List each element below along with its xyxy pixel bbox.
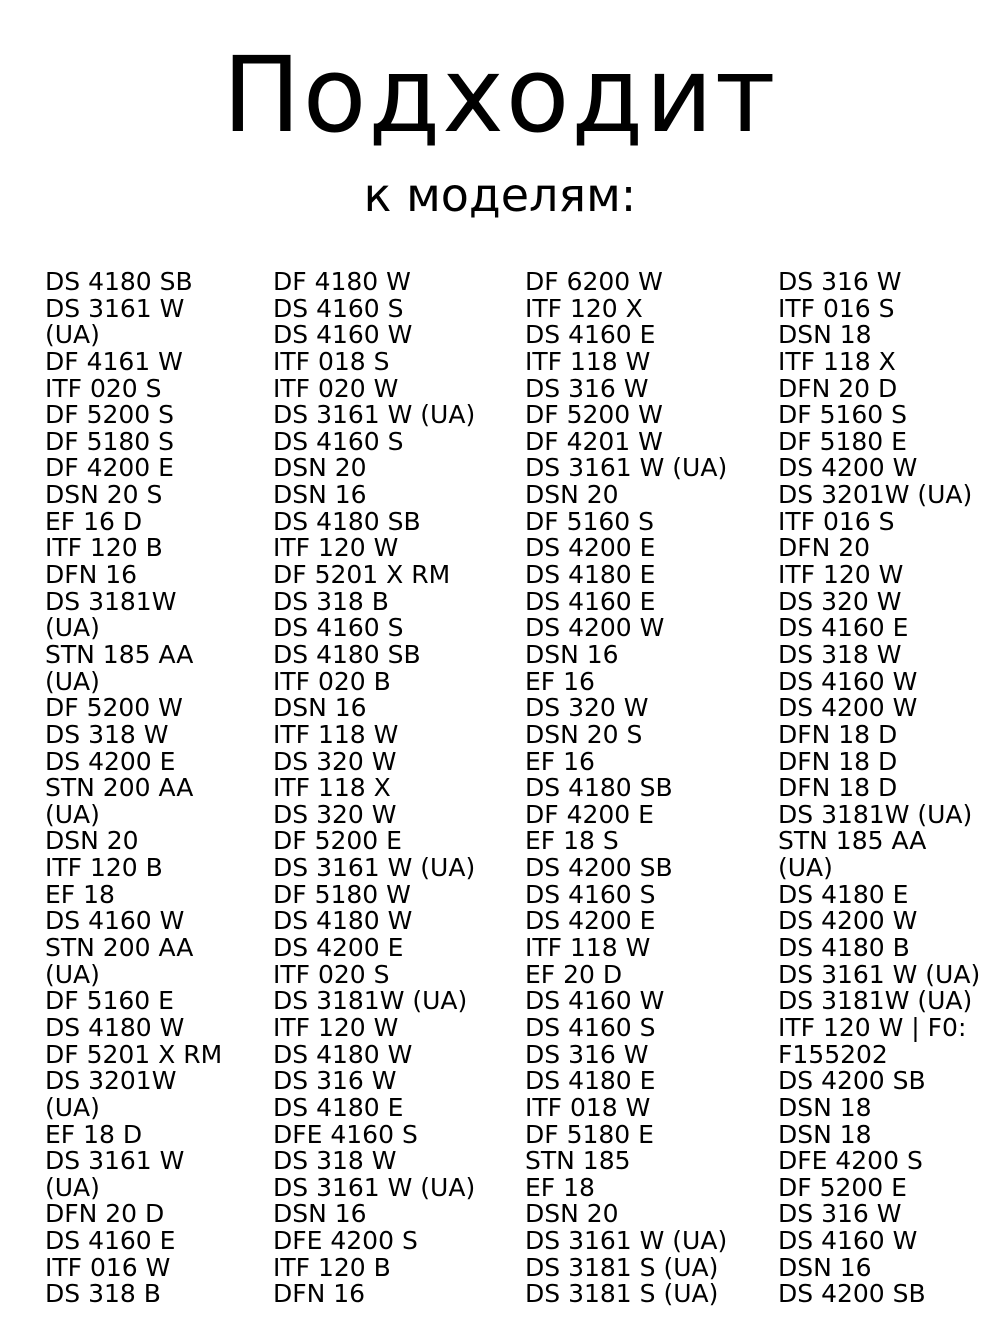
model-entry: DF 5160 S bbox=[778, 400, 908, 430]
model-entry: DS 320 W bbox=[525, 693, 649, 723]
model-entry: DFE 4200 S bbox=[778, 1146, 923, 1176]
model-entry: (UA) bbox=[45, 666, 100, 696]
model-entry: DS 4180 SB bbox=[273, 639, 421, 669]
model-entry: DS 316 W bbox=[273, 1066, 397, 1096]
model-entry: DSN 18 bbox=[778, 1119, 872, 1149]
model-entry: ITF 020 S bbox=[45, 373, 162, 403]
model-entry: DS 320 W bbox=[273, 746, 397, 776]
model-entry: DS 4160 E bbox=[778, 613, 909, 643]
model-entry: DS 3161 W bbox=[45, 293, 185, 323]
model-entry: (UA) bbox=[45, 959, 100, 989]
model-entry: DF 5200 S bbox=[45, 400, 175, 430]
model-entry: DFN 18 D bbox=[778, 746, 898, 776]
model-entry: ITF 118 W bbox=[525, 346, 651, 376]
model-entry: EF 20 D bbox=[525, 959, 623, 989]
model-entry: DS 4200 W bbox=[778, 453, 918, 483]
model-entry: DF 4161 W bbox=[45, 346, 183, 376]
model-entry: DSN 20 bbox=[525, 480, 619, 510]
model-entry: DS 4200 SB bbox=[525, 853, 673, 883]
model-entry: DS 4180 SB bbox=[45, 267, 193, 296]
model-entry: DS 3181W (UA) bbox=[273, 986, 468, 1016]
model-entry: DFN 18 D bbox=[778, 773, 898, 803]
model-entry: DS 4180 SB bbox=[273, 506, 421, 536]
model-entry: DS 3161 W (UA) bbox=[273, 853, 476, 883]
model-entry: ITF 118 X bbox=[778, 346, 896, 376]
model-entry: ITF 120 W bbox=[778, 560, 904, 590]
model-entry: ITF 016 S bbox=[778, 293, 895, 323]
model-entry: DSN 16 bbox=[778, 1252, 872, 1282]
model-entry: STN 185 bbox=[525, 1146, 631, 1176]
model-entry: (UA) bbox=[778, 853, 833, 883]
model-entry: DS 4160 E bbox=[45, 1226, 176, 1256]
model-entry: ITF 016 S bbox=[778, 506, 895, 536]
model-entry: DS 3181 S (UA) bbox=[525, 1252, 719, 1282]
model-entry: DS 4180 E bbox=[778, 879, 909, 909]
model-entry: DS 3181W (UA) bbox=[778, 799, 973, 829]
model-entry: ITF 120 W bbox=[273, 1012, 399, 1042]
model-entry: DF 4200 E bbox=[525, 799, 654, 829]
model-entry: EF 18 bbox=[45, 879, 115, 909]
model-column-2 bbox=[273, 269, 475, 1308]
model-entry: DS 316 W bbox=[525, 1039, 649, 1069]
model-entry: ITF 020 S bbox=[273, 959, 390, 989]
model-entry: DS 4180 W bbox=[273, 1039, 413, 1069]
model-entry: ITF 020 W bbox=[273, 373, 399, 403]
model-entry: EF 18 S bbox=[525, 826, 619, 856]
model-entry: ITF 120 W bbox=[273, 533, 399, 563]
model-entry: DS 4180 E bbox=[525, 1066, 656, 1096]
model-entry: DS 4180 W bbox=[273, 906, 413, 936]
model-entry: ITF 018 S bbox=[273, 346, 390, 376]
model-entry: DS 320 W bbox=[273, 799, 397, 829]
model-entry: DS 4160 E bbox=[525, 320, 656, 350]
model-entry: DF 5200 E bbox=[778, 1172, 907, 1202]
model-entry: DSN 18 bbox=[778, 320, 872, 350]
model-entry: DS 318 W bbox=[273, 1146, 397, 1176]
model-entry: DFN 16 bbox=[273, 1279, 366, 1309]
model-entry: DFE 4200 S bbox=[273, 1226, 418, 1256]
model-entry: DS 4160 E bbox=[525, 586, 656, 616]
model-entry: DS 4200 SB bbox=[778, 1066, 926, 1096]
model-entry: DSN 20 S bbox=[525, 719, 643, 749]
model-entry: DS 316 W bbox=[525, 373, 649, 403]
model-entry: DFN 20 D bbox=[45, 1199, 165, 1229]
model-entry: DS 318 W bbox=[778, 639, 902, 669]
model-entry: DS 3201W bbox=[45, 1066, 177, 1096]
model-entry: DF 4200 E bbox=[45, 453, 174, 483]
model-entry: ITF 020 B bbox=[273, 666, 391, 696]
model-entry: DS 318 W bbox=[45, 719, 169, 749]
model-entry: DS 316 W bbox=[778, 267, 902, 296]
model-entry: DS 320 W bbox=[778, 586, 902, 616]
model-entry: DS 4160 W bbox=[525, 986, 665, 1016]
model-entry: DS 3161 W (UA) bbox=[273, 1172, 476, 1202]
model-entry: DS 4160 S bbox=[525, 1012, 656, 1042]
model-entry: DSN 20 S bbox=[45, 480, 163, 510]
model-entry: DS 4200 SB bbox=[778, 1279, 926, 1309]
model-entry: DFN 20 bbox=[778, 533, 871, 563]
model-entry: DS 4160 W bbox=[778, 666, 918, 696]
model-entry: EF 18 D bbox=[45, 1119, 143, 1149]
model-entry: DF 5201 X RM bbox=[273, 560, 451, 590]
model-entry: ITF 016 W bbox=[45, 1252, 171, 1282]
model-entry: DF 6200 W bbox=[525, 267, 663, 296]
model-entry: DFN 20 D bbox=[778, 373, 898, 403]
model-entry: DF 5201 X RM bbox=[45, 1039, 223, 1069]
model-entry: DS 4180 W bbox=[45, 1012, 185, 1042]
model-entry: DSN 16 bbox=[525, 639, 619, 669]
model-entry: DS 3201W (UA) bbox=[778, 480, 973, 510]
model-entry: DS 4200 W bbox=[525, 613, 665, 643]
model-entry: DF 4201 W bbox=[525, 426, 663, 456]
model-entry: ITF 120 B bbox=[273, 1252, 391, 1282]
model-entry: DF 5200 E bbox=[273, 826, 402, 856]
model-entry: ITF 118 W bbox=[273, 719, 399, 749]
model-entry: DSN 16 bbox=[273, 1199, 367, 1229]
model-entry: DF 5180 S bbox=[45, 426, 175, 456]
model-entry: DS 3181W bbox=[45, 586, 177, 616]
model-entry: DF 4180 W bbox=[273, 267, 411, 296]
model-entry: DS 4200 E bbox=[273, 933, 404, 963]
model-entry: EF 18 bbox=[525, 1172, 595, 1202]
model-entry: ITF 118 X bbox=[273, 773, 391, 803]
model-entry: EF 16 D bbox=[45, 506, 143, 536]
model-entry: DS 318 B bbox=[45, 1279, 161, 1309]
model-entry: DSN 20 bbox=[525, 1199, 619, 1229]
model-entry: STN 200 AA bbox=[45, 933, 194, 963]
model-entry: (UA) bbox=[45, 613, 100, 643]
model-entry: DSN 16 bbox=[273, 693, 367, 723]
model-entry: DF 5180 W bbox=[273, 879, 411, 909]
model-entry: ITF 120 X bbox=[525, 293, 643, 323]
model-entry: DS 4180 SB bbox=[525, 773, 673, 803]
model-entry: DFN 18 D bbox=[778, 719, 898, 749]
model-entry: DF 5160 E bbox=[45, 986, 174, 1016]
model-entry: DS 4200 W bbox=[778, 693, 918, 723]
model-entry: DS 3181 S (UA) bbox=[525, 1279, 719, 1309]
model-entry: DS 4160 W bbox=[273, 320, 413, 350]
model-entry: (UA) bbox=[45, 1092, 100, 1122]
model-entry: DS 3161 W (UA) bbox=[273, 400, 476, 430]
model-entry: STN 185 AA bbox=[778, 826, 927, 856]
page-subtitle: к моделям: bbox=[363, 168, 637, 222]
model-entry: EF 16 bbox=[525, 666, 595, 696]
model-entry: DF 5200 W bbox=[525, 400, 663, 430]
model-entry: DS 4180 B bbox=[778, 933, 910, 963]
model-entry: DS 4160 W bbox=[778, 1226, 918, 1256]
page-title: Подходит bbox=[222, 34, 778, 156]
model-entry: DFN 16 bbox=[45, 560, 138, 590]
model-entry: F155202 bbox=[778, 1039, 888, 1069]
model-entry: STN 185 AA bbox=[45, 639, 194, 669]
model-entry: DS 4200 E bbox=[525, 906, 656, 936]
model-column-1 bbox=[45, 269, 222, 1308]
model-entry: ITF 120 W | F0: bbox=[778, 1012, 967, 1042]
model-entry: DS 4200 E bbox=[45, 746, 176, 776]
model-entry: DS 4160 S bbox=[273, 426, 404, 456]
model-entry: ITF 118 W bbox=[525, 933, 651, 963]
model-entry: DSN 20 bbox=[45, 826, 139, 856]
model-entry: DF 5160 S bbox=[525, 506, 655, 536]
model-entry: DS 4180 E bbox=[525, 560, 656, 590]
model-entry: ITF 120 B bbox=[45, 853, 163, 883]
model-entry: DS 316 W bbox=[778, 1199, 902, 1229]
model-column-4 bbox=[778, 269, 980, 1308]
model-entry: EF 16 bbox=[525, 746, 595, 776]
model-column-3 bbox=[525, 269, 727, 1308]
model-entry: DSN 16 bbox=[273, 480, 367, 510]
model-entry: DS 4160 W bbox=[45, 906, 185, 936]
model-entry: (UA) bbox=[45, 1172, 100, 1202]
model-entry: DS 3161 W (UA) bbox=[525, 1226, 728, 1256]
model-entry: DS 4160 S bbox=[525, 879, 656, 909]
model-entry: DSN 18 bbox=[778, 1092, 872, 1122]
model-entry: DS 3161 W (UA) bbox=[525, 453, 728, 483]
model-entry: DF 5180 E bbox=[778, 426, 907, 456]
model-entry: DS 4160 S bbox=[273, 613, 404, 643]
model-entry: (UA) bbox=[45, 799, 100, 829]
model-entry: ITF 120 B bbox=[45, 533, 163, 563]
model-entry: DSN 20 bbox=[273, 453, 367, 483]
model-entry: DS 4200 E bbox=[525, 533, 656, 563]
model-entry: DS 3181W (UA) bbox=[778, 986, 973, 1016]
model-entry: DF 5200 W bbox=[45, 693, 183, 723]
model-entry: STN 200 AA bbox=[45, 773, 194, 803]
model-entry: DFE 4160 S bbox=[273, 1119, 418, 1149]
model-entry: DS 4160 S bbox=[273, 293, 404, 323]
model-entry: DS 4180 E bbox=[273, 1092, 404, 1122]
model-entry: DS 318 B bbox=[273, 586, 389, 616]
model-entry: (UA) bbox=[45, 320, 100, 350]
model-entry: DS 3161 W (UA) bbox=[778, 959, 981, 989]
model-entry: DF 5180 E bbox=[525, 1119, 654, 1149]
model-entry: DS 3161 W bbox=[45, 1146, 185, 1176]
model-entry: ITF 018 W bbox=[525, 1092, 651, 1122]
model-entry: DS 4200 W bbox=[778, 906, 918, 936]
